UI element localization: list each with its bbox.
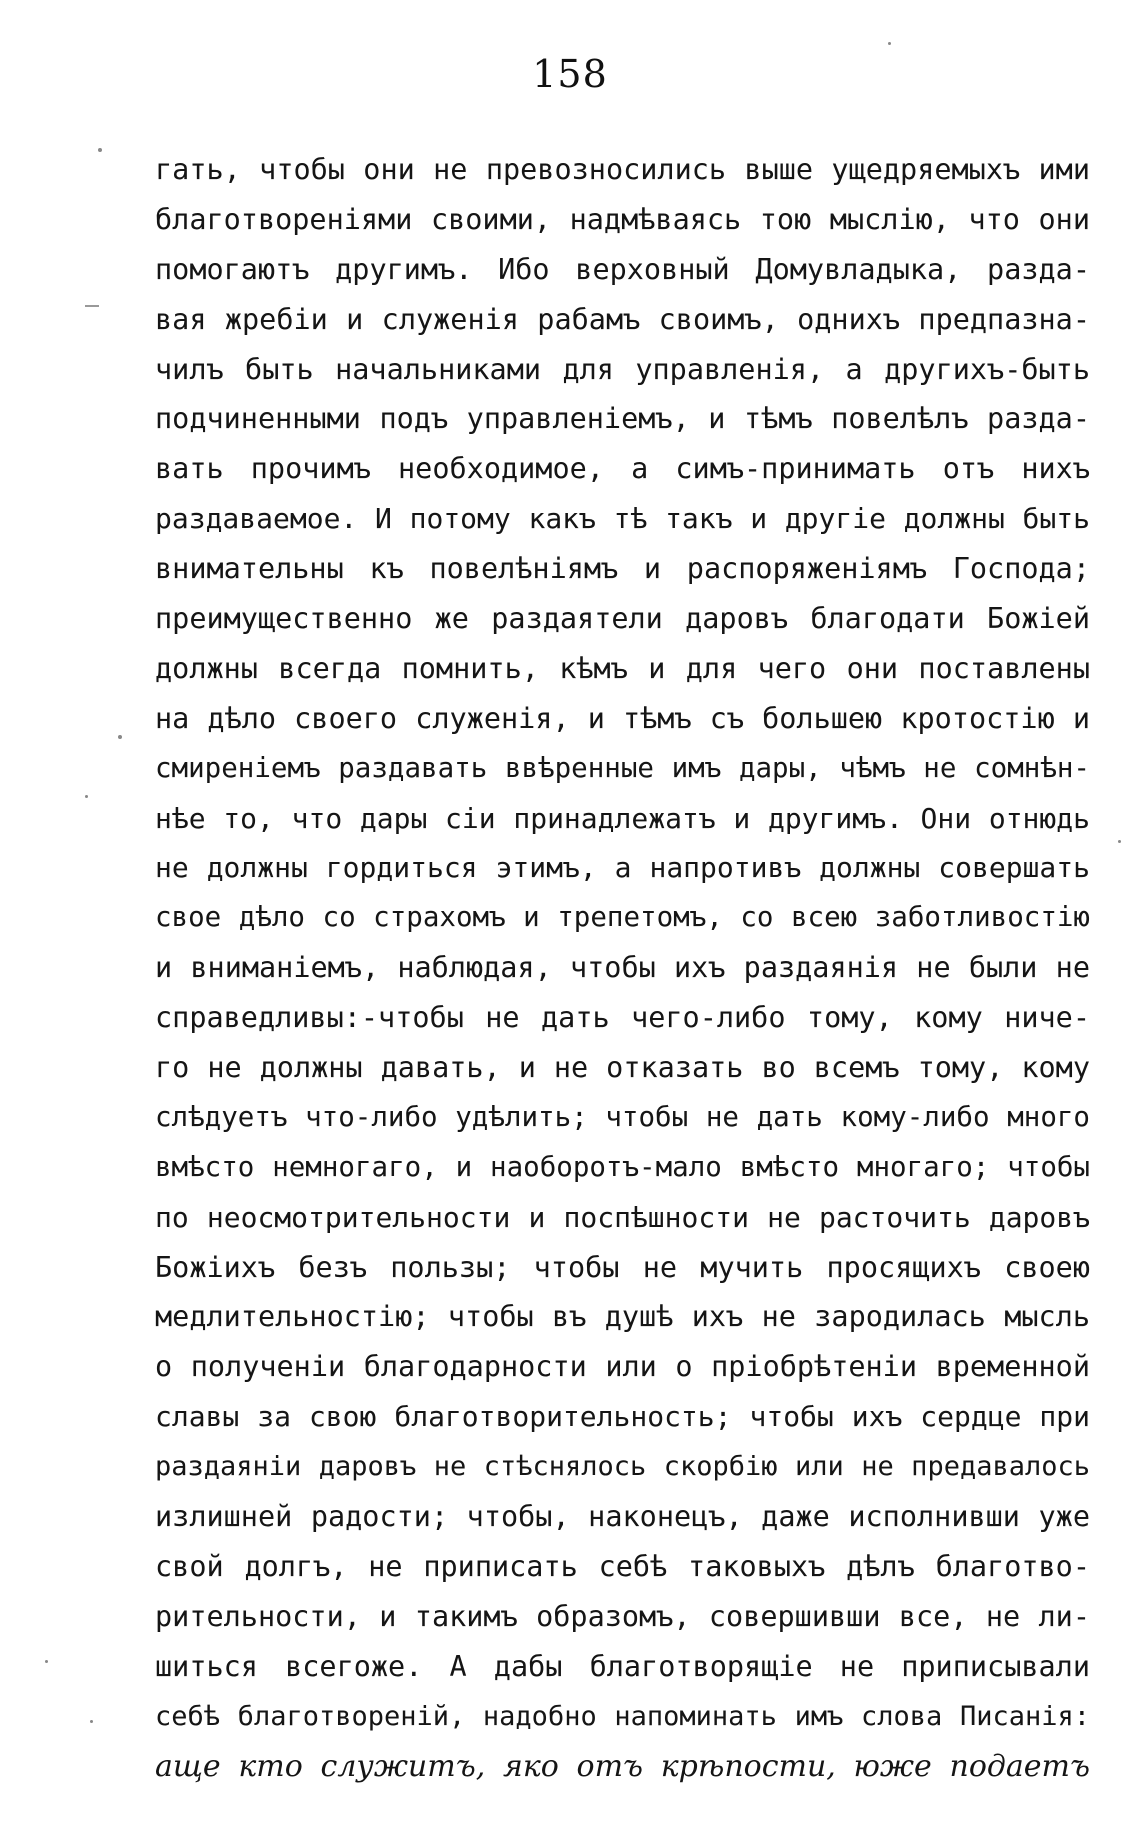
body-text <box>155 145 1090 1791</box>
text-line: вмѣсто немногаго, и наоборотъ-мало вмѣсто многаго; чтобы <box>155 1150 1090 1183</box>
scan-speck <box>1118 840 1121 843</box>
text-line: излишней радости; чтобы, наконецъ, даже исполнивши уже <box>155 1500 1090 1534</box>
scan-speck <box>98 148 102 152</box>
text-line: шиться всегоже. А дабы благотворящіе не приписывали <box>155 1649 1090 1683</box>
scan-speck <box>85 795 88 798</box>
text-line: о полученіи благодарности или о пріобрѣтеніи временной <box>155 1350 1090 1384</box>
text-line: преимущественно же раздаятели даровъ благодати Божіей <box>155 602 1090 636</box>
text-line: не должны гордиться этимъ, а напротивъ должны совершать <box>155 851 1090 885</box>
text-line: го не должны давать, и не отказать во всемъ тому, кому <box>155 1051 1090 1085</box>
text-line: рительности, и такимъ образомъ, совершивши все, не ли- <box>155 1599 1090 1633</box>
text-line: славы за свою благотворительность; чтобы ихъ сердце при <box>155 1400 1090 1434</box>
text-line: слѣдуетъ что-либо удѣлить; чтобы не дать кому-либо много <box>155 1100 1090 1133</box>
scan-mark <box>85 305 99 307</box>
text-line: подчиненными подъ управленіемъ, и тѣмъ повелѣлъ разда- <box>155 402 1090 436</box>
text-line: на дѣло своего служенія, и тѣмъ съ большею кротостію и <box>155 701 1090 735</box>
text-line: раздаваемое. И потому какъ тѣ такъ и другіе должны быть <box>155 502 1090 536</box>
scan-speck <box>118 735 122 739</box>
text-line: нѣе то, что дары сіи принадлежатъ и другимъ. Они отнюдь <box>155 801 1090 835</box>
scan-speck <box>90 1720 93 1723</box>
text-line: должны всегда помнить, кѣмъ и для чего они поставлены <box>155 651 1090 685</box>
text-line: Божіихъ безъ пользы; чтобы не мучить просящихъ своею <box>155 1250 1090 1284</box>
text-line: вая жребіи и служенія рабамъ своимъ, однихъ предпазна- <box>155 302 1090 336</box>
italic-quote-line: аще кто служитъ, яко отъ крѣпости, юже подаетъ <box>155 1748 1090 1784</box>
text-line: вать прочимъ необходимое, а симъ-принимать отъ нихъ <box>155 452 1090 486</box>
text-line: свое дѣло со страхомъ и трепетомъ, со всею заботливостію <box>155 901 1090 934</box>
text-line: справедливы:-чтобы не дать чего-либо тому, кому ниче- <box>155 1001 1090 1035</box>
text-line: медлительностію; чтобы въ душѣ ихъ не зародилась мысль <box>155 1300 1090 1334</box>
text-line: гать, чтобы они не превозносились выше ущедряемыхъ ими <box>155 153 1090 186</box>
text-line: свой долгъ, не приписать себѣ таковыхъ дѣлъ благотво- <box>155 1549 1090 1583</box>
scan-speck <box>888 42 891 45</box>
scan-speck <box>45 1660 48 1663</box>
text-line: по неосмотрительности и поспѣшности не расточить даровъ <box>155 1200 1090 1234</box>
text-line: внимательны къ повелѣніямъ и распоряженіямъ Господа; <box>155 552 1090 586</box>
text-line: раздаяніи даровъ не стѣснялось скорбію или не предавалось <box>155 1451 1090 1483</box>
text-line: смиреніемъ раздавать ввѣренные имъ дары, чѣмъ не сомнѣн- <box>155 751 1090 784</box>
text-line: чилъ быть начальниками для управленія, а другихъ-быть <box>155 352 1090 386</box>
text-line: и вниманіемъ, наблюдая, чтобы ихъ раздаянія не были не <box>155 951 1090 985</box>
text-line: помогаютъ другимъ. Ибо верховный Домувладыка, разда- <box>155 252 1090 286</box>
text-line: себѣ благотвореній, надобно напоминать имъ слова Писанія: <box>155 1700 1090 1732</box>
text-line: благотвореніями своими, надмѣваясь тою мыслію, что они <box>155 202 1090 236</box>
page-number: 158 <box>532 52 608 96</box>
